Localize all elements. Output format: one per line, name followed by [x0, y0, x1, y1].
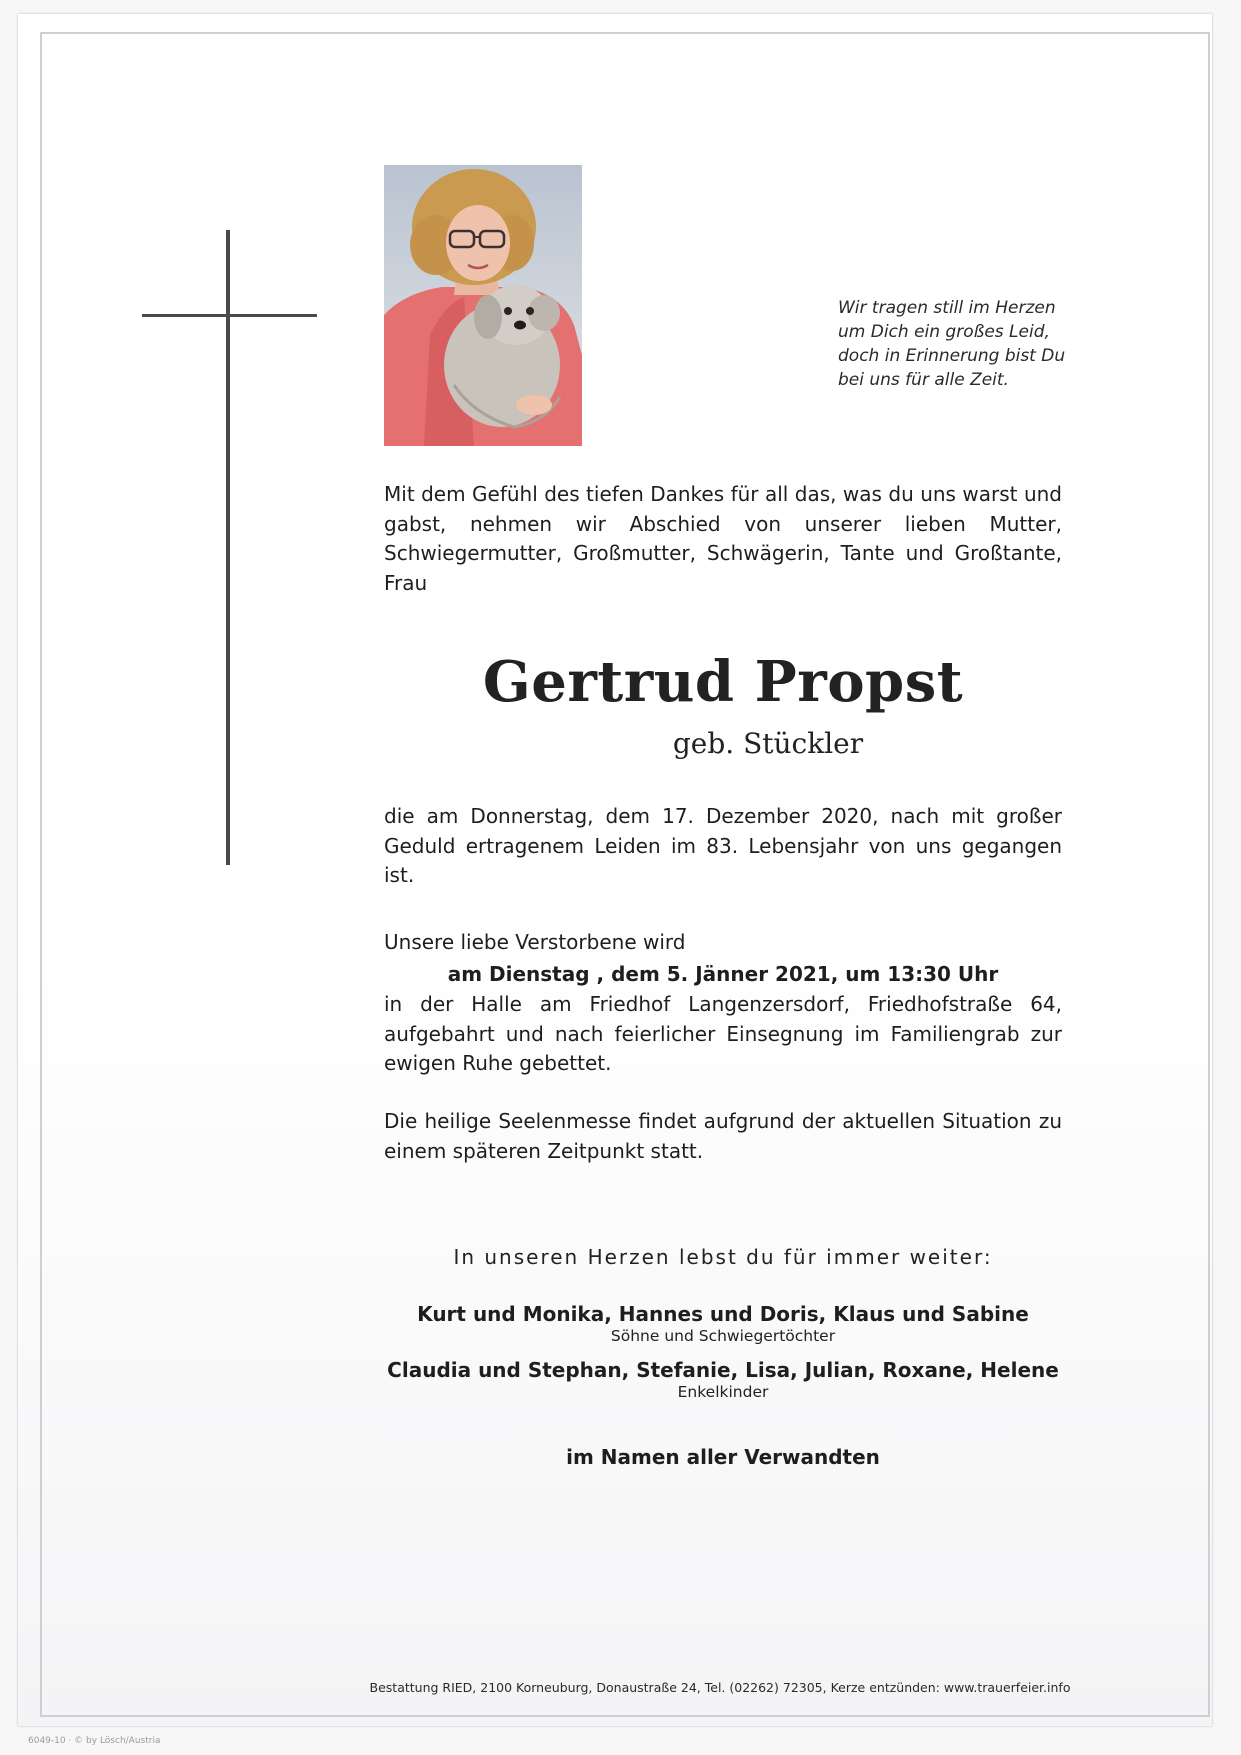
verse-line: um Dich ein großes Leid, [838, 322, 1050, 342]
funeral-details: in der Halle am Friedhof Langenzersdorf, Friedhofstraße 64, aufgebahrt und nach feierlicher Einsegnung im Familiengrab zur ewigen Ruhe gebettet. [384, 992, 1062, 1075]
portrait-photo [384, 165, 582, 446]
mass-notice: Die heilige Seelenmesse findet aufgrund der aktuellen Situation zu einem späteren Zeitpunkt statt. [384, 1109, 1062, 1163]
mourner-relation: Enkelkinder [677, 1383, 769, 1401]
intro-paragraph: Mit dem Gefühl des tiefen Dankes für all das, was du uns warst und gabst, nehmen wir Abschied von unserer lieben Mutter, Schwiegermutter, Großmutter, Schwägerin, Tante und Großtante, Frau [384, 482, 1062, 595]
maiden-name: geb. Stückler [672, 727, 864, 760]
mourners-heading: In unseren Herzen lebst du für immer weiter: [453, 1245, 993, 1269]
mourner-names: Kurt und Monika, Hannes und Doris, Klaus und Sabine [417, 1302, 1029, 1326]
verse-line: Wir tragen still im Herzen [838, 298, 1056, 318]
cross-icon-vertical [226, 230, 230, 865]
funeral-home-footer: Bestattung RIED, 2100 Korneuburg, Donaustraße 24, Tel. (02262) 72305, Kerze entzünden: www.trauerfeier.info [369, 1680, 1071, 1695]
funeral-intro: Unsere liebe Verstorbene wird [384, 930, 686, 954]
mourners-closing: im Namen aller Verwandten [566, 1445, 880, 1469]
verse-line: bei uns für alle Zeit. [838, 370, 1009, 390]
mourner-relation: Söhne und Schwiegertöchter [610, 1327, 836, 1345]
memorial-verse [838, 296, 1098, 392]
cross-icon-horizontal [142, 314, 317, 317]
mourner-names: Claudia und Stephan, Stefanie, Lisa, Julian, Roxane, Helene [387, 1358, 1059, 1382]
death-notice: die am Donnerstag, dem 17. Dezember 2020, nach mit großer Geduld ertragenem Leiden im 83. Lebensjahr von uns gegangen ist. [384, 804, 1062, 887]
funeral-datetime: am Dienstag , dem 5. Jänner 2021, um 13:30 Uhr [447, 962, 999, 986]
deceased-name: Gertrud Propst [482, 649, 964, 715]
print-code: 6049-10 · © by Lösch/Austria [28, 1736, 161, 1746]
verse-line: doch in Erinnerung bist Du [838, 346, 1066, 366]
